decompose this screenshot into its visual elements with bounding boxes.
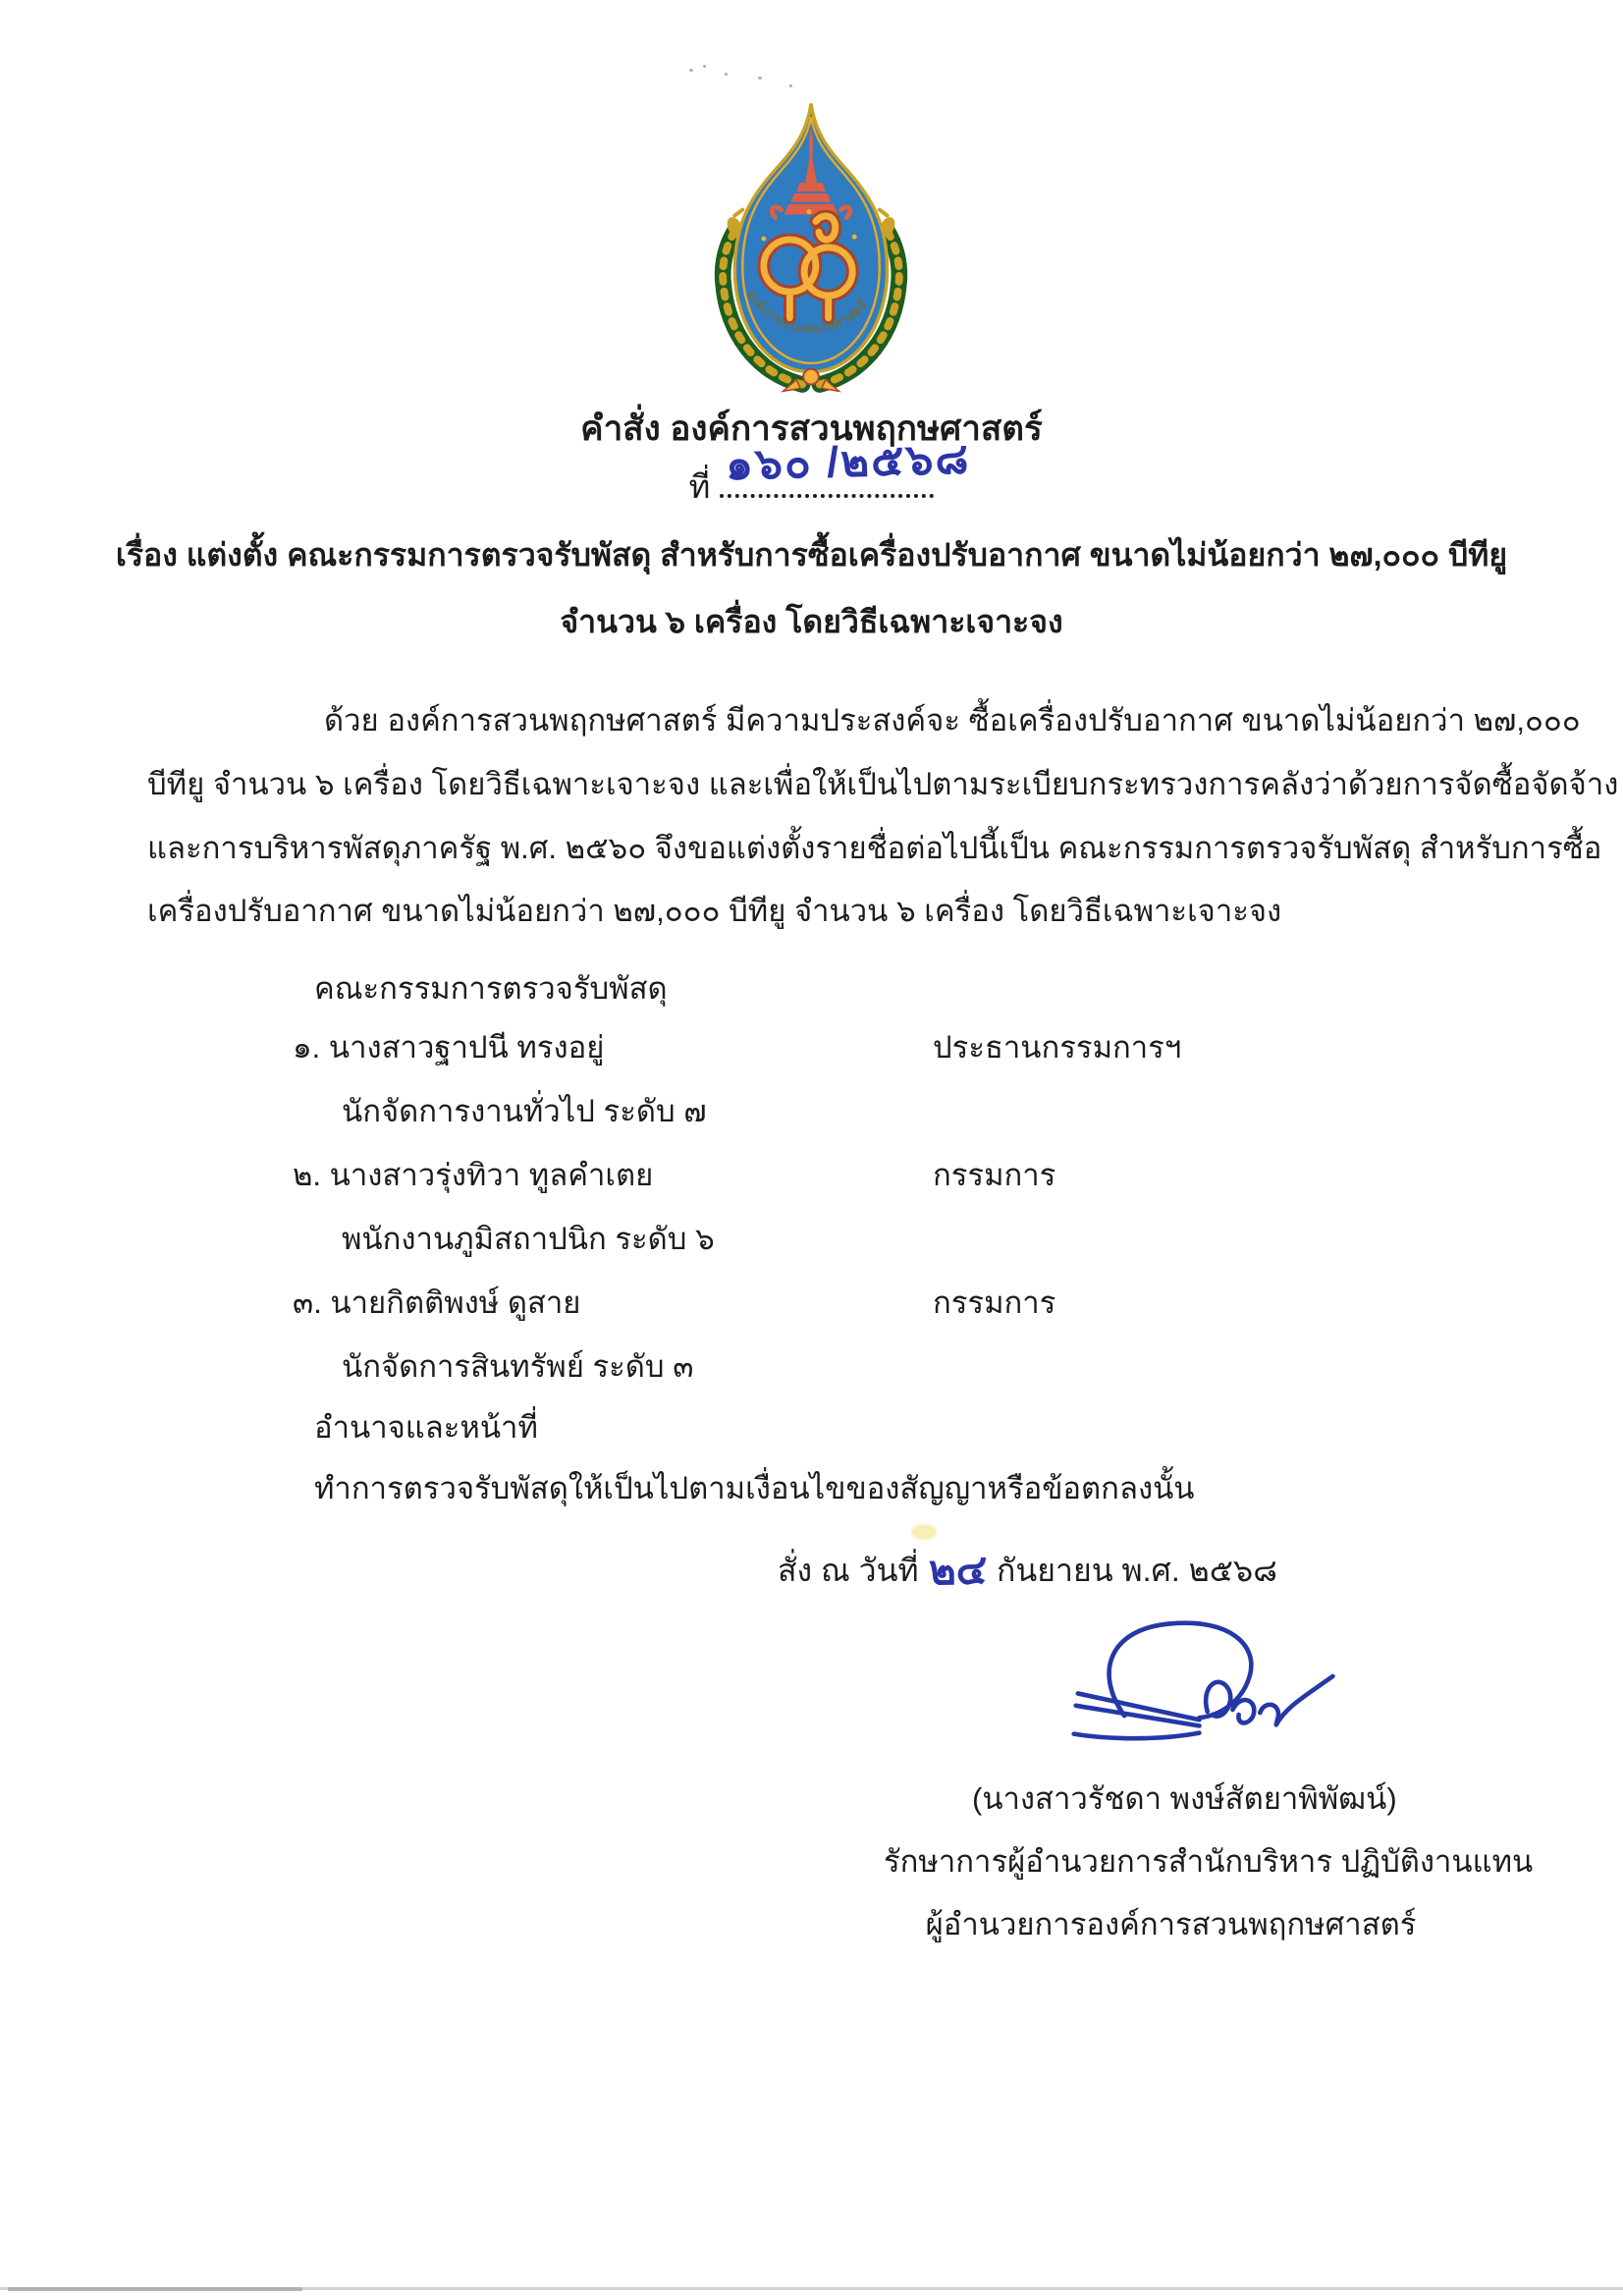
signature: [1065, 1613, 1370, 1779]
body-line: ด้วย องค์การสวนพฤกษศาสตร์ มีความประสงค์จะ ซื้อเครื่องปรับอากาศ ขนาดไม่น้อยกว่า ๒๗,๐๐๐: [324, 703, 1581, 738]
duty-text: ทำการตรวจรับพัสดุให้เป็นไปตามเงื่อนไขของสัญญาหรือข้อตกลงนั้น: [314, 1471, 1195, 1505]
scan-speck: [703, 65, 706, 68]
order-date-line: [778, 1538, 1277, 1598]
logo-arc-text: องค์การสวนพฤกษศาสตร์: [744, 287, 871, 336]
committee-heading: คณะกรรมการตรวจรับพัสดุ: [314, 971, 668, 1006]
signer-title-line-2: ผู้อำนวยการองค์การสวนพฤกษศาสตร์: [925, 1907, 1417, 1941]
committee-member-role: กรรมการ: [933, 1285, 1056, 1320]
order-number-handwritten: ๑๖๐ /๒๕๖๘: [725, 434, 972, 490]
committee-member-position: พนักงานภูมิสถาปนิก ระดับ ๖: [342, 1222, 715, 1256]
subject-line-1: เรื่อง แต่งตั้ง คณะกรรมการตรวจรับพัสดุ สำหรับการซื้อเครื่องปรับอากาศ ขนาดไม่น้อยกว่า ๒๗,๐๐๐ บีทียู: [115, 537, 1508, 573]
committee-member-name: ๓. นายกิตติพงษ์ ดูสาย: [293, 1285, 581, 1320]
date-suffix: กันยายน พ.ศ. ๒๕๖๘: [997, 1553, 1277, 1588]
scan-speck: [725, 73, 728, 76]
organization-emblem-graphic: [700, 90, 922, 397]
committee-member-role: ประธานกรรมการฯ: [933, 1030, 1182, 1065]
committee-member-position: นักจัดการงานทั่วไป ระดับ ๗: [342, 1094, 707, 1128]
dotted-line: [720, 434, 972, 498]
scan-speck: [689, 69, 693, 72]
body-line: บีทียู จำนวน ๖ เครื่อง โดยวิธีเฉพาะเจาะจง และเพื่อให้เป็นไปตามระเบียบกระทรวงการคลังว่าด้วยการจัดซื้อจัดจ้าง: [147, 767, 1619, 801]
date-prefix: สั่ง ณ วันที่: [778, 1553, 919, 1588]
duty-heading: อำนาจและหน้าที่: [314, 1410, 538, 1445]
committee-member-position: นักจัดการสินทรัพย์ ระดับ ๓: [342, 1349, 694, 1384]
subject-line-2: จำนวน ๖ เครื่อง โดยวิธีเฉพาะเจาะจง: [560, 604, 1063, 639]
scan-speck: [789, 84, 792, 87]
signer-title-line-1: รักษาการผู้อำนวยการสำนักบริหาร ปฏิบัติงานแทน: [884, 1844, 1534, 1879]
scan-edge-line-dark: [8, 2287, 302, 2291]
order-number-line: [0, 434, 1623, 511]
date-handwritten-day: ๒๔: [928, 1546, 988, 1594]
signature-ink-icon: [1065, 1613, 1370, 1779]
body-line: เครื่องปรับอากาศ ขนาดไม่น้อยกว่า ๒๗,๐๐๐ บีทียู จำนวน ๖ เครื่อง โดยวิธีเฉพาะเจาะจง: [147, 894, 1282, 928]
committee-member-role: กรรมการ: [933, 1158, 1056, 1192]
body-line: และการบริหารพัสดุภาครัฐ พ.ศ. ๒๕๖๐ จึงขอแต่งตั้งรายชื่อต่อไปนี้เป็น คณะกรรมการตรวจรับพัสดุ สำหรับการซื้อ: [147, 831, 1602, 865]
signer-name: (นางสาวรัชดา พงษ์สัตยาพิพัฒน์): [972, 1781, 1397, 1816]
organization-emblem: [700, 90, 922, 397]
committee-member-name: ๑. นางสาวฐาปนี ทรงอยู่: [293, 1030, 605, 1065]
committee-member-name: ๒. นางสาวรุ่งทิวา ทูลคำเตย: [293, 1158, 654, 1192]
order-number-prefix: ที่: [688, 468, 711, 505]
scan-speck: [758, 77, 762, 80]
document-title: คำสั่ง องค์การสวนพฤกษศาสตร์: [580, 410, 1043, 448]
